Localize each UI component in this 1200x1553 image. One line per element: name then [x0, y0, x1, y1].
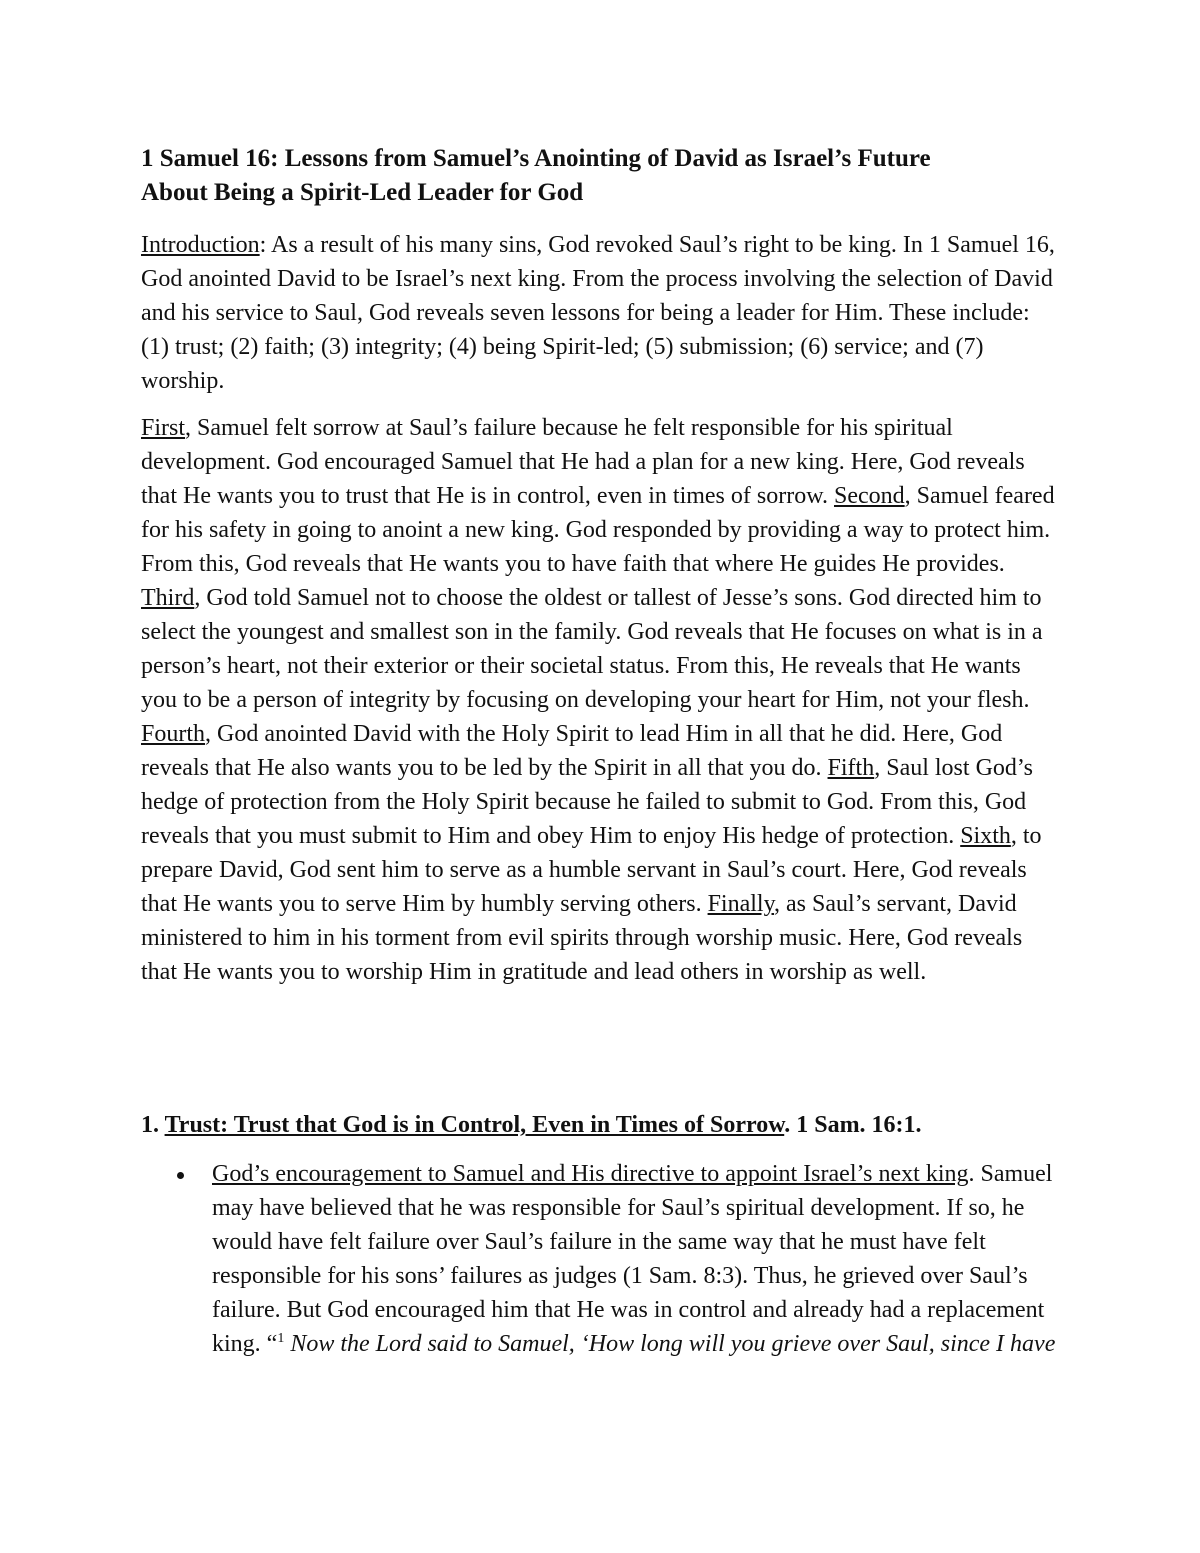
- third-label: Third: [141, 585, 195, 611]
- section-heading-text: Trust: Trust that God is in Control, Even in Times of Sorrow: [164, 1112, 785, 1138]
- scripture-quote: Now the Lord said to Samuel, ‘How long will you grieve over Saul, since I have: [284, 1331, 1056, 1357]
- section-reference: . 1 Sam. 16:1.: [784, 1112, 922, 1138]
- second-label: Second: [834, 483, 905, 509]
- sixth-text: , to prepare David, God sent him to serve as a humble servant in Saul’s court. Here, God reveals that He wants you to serve Him by humbly serving others.: [141, 823, 1042, 917]
- fourth-label: Fourth: [141, 721, 206, 747]
- first-text: , Samuel felt sorrow at Saul’s failure because he felt responsible for his spiritual development. God encouraged Samuel that He had a plan for a new king. Here, God reveals that He wants you to trust that He is in control, even in times of sorrow.: [141, 415, 1025, 509]
- fourth-text: , God anointed David with the Holy Spirit to lead Him in all that he did. Here, God reveals that He also wants you to be led by the Spirit in all that you do.: [141, 721, 1003, 781]
- bullet-text: . Samuel may have believed that he was responsible for Saul’s spiritual development. If so, he would have felt failure over Saul’s failure in the same way that he must have felt responsible for his sons’ failures as judges (1 Sam. 8:3). Thus, he grieved over Saul’s failure. But God encouraged him that He was in control and already had a replacement king. “: [212, 1161, 1053, 1357]
- finally-text: , as Saul’s servant, David ministered to him in his torment from evil spirits through worship music. Here, God reveals that He wants you to worship Him in gratitude and lead others in worship as well.: [141, 891, 1023, 985]
- summary-paragraph: [141, 411, 1056, 989]
- introduction-label: Introduction: [141, 232, 260, 258]
- third-text: , God told Samuel not to choose the oldest or tallest of Jesse’s sons. God directed him to select the youngest and smallest son in the family. God reveals that He focuses on what is in a person’s heart, not their exterior or their societal status. From this, He reveals that He wants you to be a person of integrity by focusing on developing your heart for Him, not your flesh.: [141, 585, 1043, 713]
- finally-label: Finally: [707, 891, 775, 917]
- bullet-paragraph: [212, 1157, 1077, 1361]
- title-line-2: About Being a Spirit-Led Leader for God: [141, 179, 584, 206]
- section-heading-trust: [141, 1108, 1071, 1142]
- fifth-text: , Saul lost God’s hedge of protection from the Holy Spirit because he failed to submit to God. From this, God reveals that you must submit to Him and obey Him to enjoy His hedge of protection.: [141, 755, 1033, 849]
- title-line-1: 1 Samuel 16: Lessons from Samuel’s Anointing of David as Israel’s Future: [141, 145, 931, 172]
- verse-number: 1: [277, 1331, 285, 1346]
- bullet-heading: God’s encouragement to Samuel and His directive to appoint Israel’s next king: [212, 1161, 969, 1187]
- introduction-text: : As a result of his many sins, God revoked Saul’s right to be king. In 1 Samuel 16, God anointed David to be Israel’s next king. From the process involving the selection of David and his service to Saul, God reveals seven lessons for being a leader for Him. These include: (1) trust; (2) faith; (3) integrity; (4) being Spirit-led; (5) submission; (6) service; and (7) worship.: [141, 232, 1055, 394]
- document-title: [141, 142, 1071, 210]
- section-number: 1.: [141, 1112, 165, 1138]
- sixth-label: Sixth: [960, 823, 1011, 849]
- bullet-icon: [177, 1172, 184, 1179]
- first-label: First: [141, 415, 186, 441]
- introduction-paragraph: [141, 228, 1056, 398]
- fifth-label: Fifth: [827, 755, 875, 781]
- second-text: , Samuel feared for his safety in going to anoint a new king. God responded by providing a way to protect him. From this, God reveals that He wants you to have faith that where He guides He provides.: [141, 483, 1055, 577]
